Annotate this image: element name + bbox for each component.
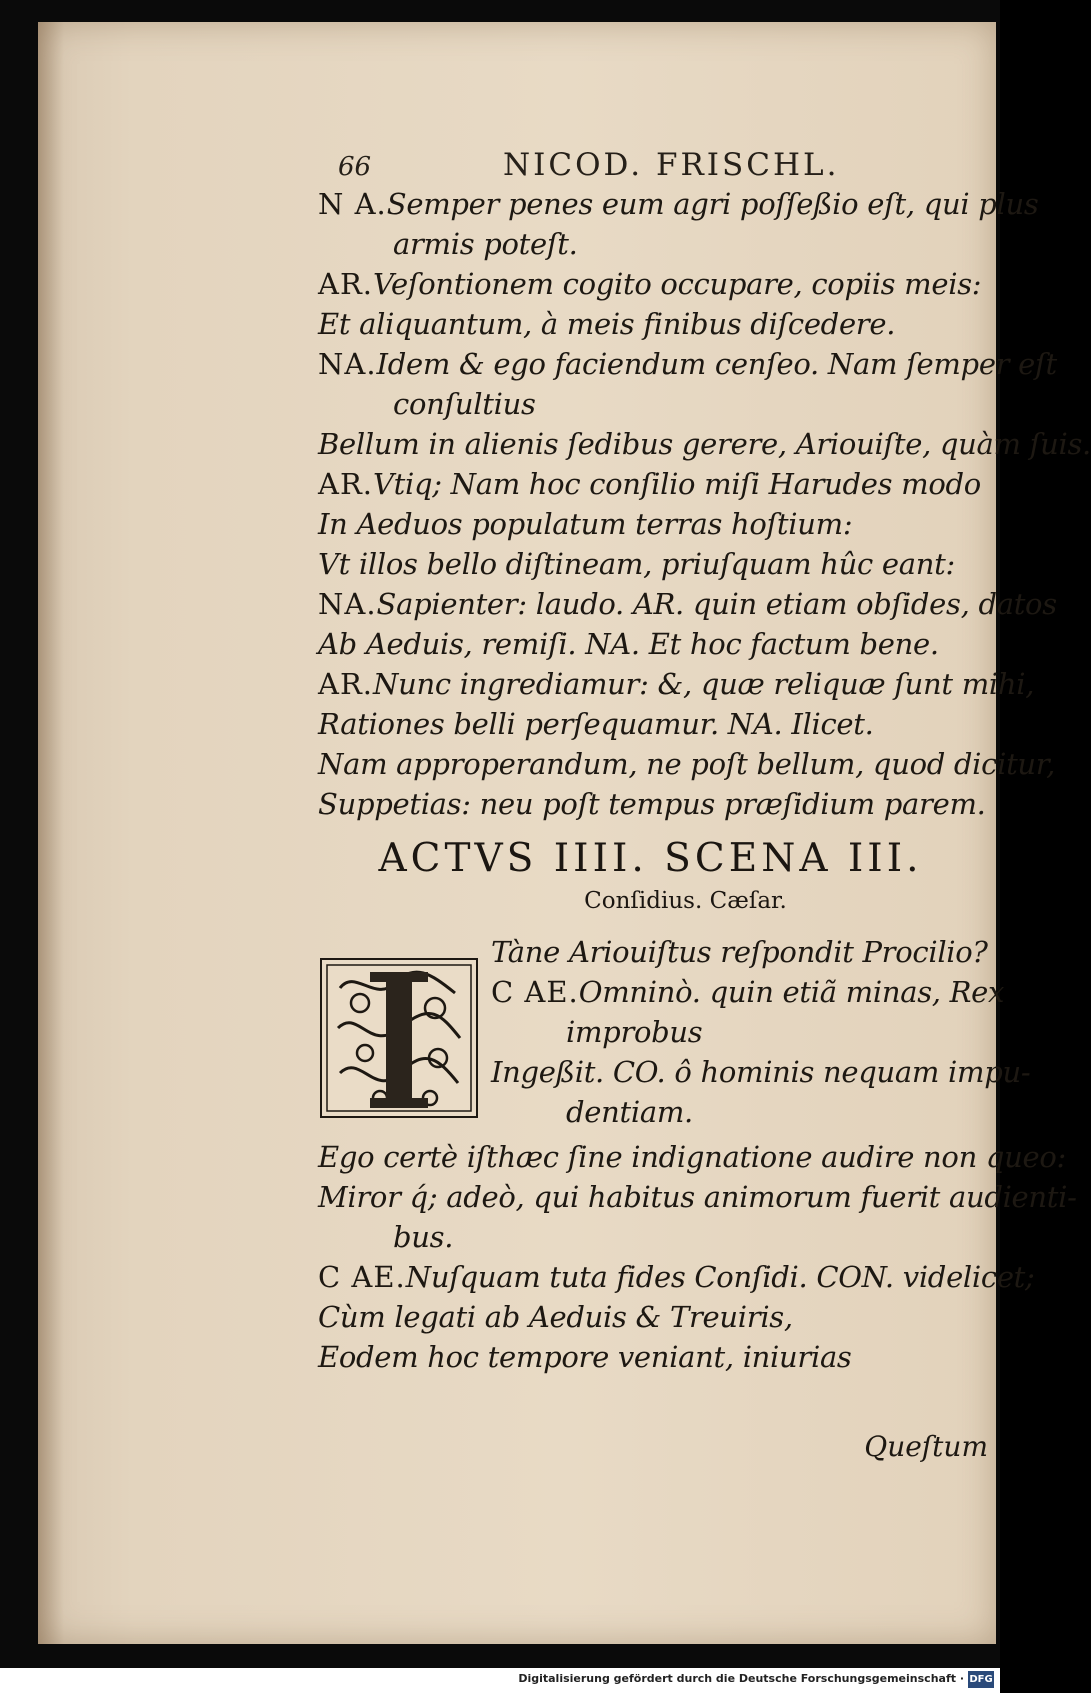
verse-text: Idem & ego faciendum cenſeo. Nam ſemper eſt bbox=[376, 347, 1057, 381]
running-head bbox=[338, 142, 936, 182]
verse-line bbox=[318, 504, 983, 544]
speaker-label: AR. bbox=[318, 667, 373, 701]
verse-line bbox=[318, 584, 1057, 624]
verse-text: In Aeduos populatum terras hoſtium: bbox=[318, 507, 853, 541]
verse-text: Bellum in alienis ſedibus gerere, Ariouiſte, quàm ſuis. bbox=[318, 427, 1091, 461]
verse-line bbox=[318, 744, 1056, 784]
verse-group-bottom bbox=[318, 1137, 1077, 1377]
verse-text: Miror q́; adeò, qui habitus animorum fuerit audienti- bbox=[318, 1180, 1077, 1214]
verse-line bbox=[318, 704, 983, 744]
verse-text: Cùm legati ab Aeduis & Treuiris, bbox=[318, 1300, 793, 1334]
verse-line bbox=[318, 264, 983, 304]
verse-group-top bbox=[318, 184, 1091, 824]
verse-line bbox=[491, 932, 1030, 972]
verse-text: Omninò. quin etiã minas, Rex bbox=[578, 975, 1005, 1009]
speaker-label: C AE. bbox=[491, 975, 579, 1009]
speaker-label: NA. bbox=[318, 587, 377, 621]
speaker-label: N A. bbox=[318, 187, 387, 221]
running-title: NICOD. FRISCHL. bbox=[503, 147, 840, 183]
speaker-label: C AE. bbox=[318, 1260, 406, 1294]
verse-line bbox=[318, 304, 983, 344]
verse-line bbox=[318, 1137, 1067, 1177]
verse-line bbox=[318, 1217, 983, 1257]
ornate-initial-icon bbox=[320, 958, 478, 1118]
verse-line bbox=[318, 544, 983, 584]
verse-line bbox=[491, 972, 1030, 1012]
verse-text: Vt illos bello diſtineam, priuſquam hûc eant: bbox=[318, 547, 955, 581]
footer-bar bbox=[0, 1668, 1000, 1693]
verse-text: Et aliquantum, à meis finibus diſcedere. bbox=[318, 307, 896, 341]
verse-text: Ego certè iſthæc ſine indignatione audire non queo: bbox=[318, 1140, 1067, 1174]
verse-text: improbus bbox=[566, 1015, 703, 1049]
verse-text: Sapienter: laudo. AR. quin etiam obſides, datos bbox=[376, 587, 1057, 621]
initial-paragraph bbox=[318, 932, 1031, 1137]
verse-text: Nuſquam tuta fides Conſidi. CON. videlicet; bbox=[405, 1260, 1035, 1294]
verse-line bbox=[318, 624, 983, 664]
speaker-label: AR. bbox=[318, 267, 373, 301]
verse-text: Veſontionem cogito occupare, copiis meis: bbox=[373, 267, 982, 301]
verse-line bbox=[318, 784, 986, 824]
verse-text: Ingeßit. CO. ô hominis nequam impu- bbox=[491, 1055, 1031, 1089]
verse-line bbox=[318, 424, 1091, 464]
verse-line bbox=[318, 384, 983, 424]
verse-text: Tàne Ariouiſtus reſpondit Procilio? bbox=[491, 935, 988, 969]
verse-line bbox=[318, 664, 1035, 704]
verse-text: Rationes belli perſequamur. NA. Ilicet. bbox=[318, 707, 874, 741]
verse-text: dentiam. bbox=[566, 1095, 693, 1129]
verse-text: Nunc ingrediamur: &, quæ reliquæ ſunt mihi, bbox=[373, 667, 1035, 701]
verse-line bbox=[318, 344, 1057, 384]
scene-characters: Conſidius. Cæſar. bbox=[584, 888, 787, 914]
speaker-label: NA. bbox=[318, 347, 377, 381]
verse-line bbox=[318, 1177, 1077, 1217]
verse-text: bus. bbox=[393, 1220, 454, 1254]
speaker-label: AR. bbox=[318, 467, 373, 501]
verse-text: conſultius bbox=[393, 387, 536, 421]
book-page bbox=[38, 22, 1091, 1644]
verse-text: Ab Aeduis, remiſi. NA. Et hoc factum bene. bbox=[318, 627, 939, 661]
catchword: Queſtum bbox=[864, 1430, 988, 1463]
dfg-logo-icon: DFG bbox=[968, 1671, 994, 1688]
verse-line bbox=[491, 1092, 1030, 1132]
verse-line bbox=[491, 1012, 1030, 1052]
verse-line bbox=[318, 1257, 1035, 1297]
verse-line bbox=[318, 184, 1039, 224]
verse-text: armis poteſt. bbox=[393, 227, 578, 261]
verse-text: Nam approperandum, ne poſt bellum, quod dicitur, bbox=[318, 747, 1056, 781]
page-number: 66 bbox=[338, 152, 372, 182]
act-heading: ACTVS IIII. SCENA III. bbox=[378, 836, 923, 881]
verse-line bbox=[318, 1337, 983, 1377]
verse-text: Eodem hoc tempore veniant, iniurias bbox=[318, 1340, 852, 1374]
verse-text: Semper penes eum agri poſſeßio eſt, qui plus bbox=[386, 187, 1039, 221]
verse-line bbox=[318, 464, 983, 504]
verse-group-initial bbox=[491, 932, 1030, 1132]
verse-line bbox=[318, 224, 983, 264]
text-block bbox=[318, 184, 1091, 1377]
verse-text: Vtiq; Nam hoc conſilio miſi Harudes modo bbox=[373, 467, 981, 501]
verse-line bbox=[318, 1297, 983, 1337]
funding-notice: Digitalisierung gefördert durch die Deutsche Forschungsgemeinschaft · bbox=[518, 1672, 964, 1685]
verse-line bbox=[491, 1052, 1030, 1092]
verse-text: Suppetias: neu poſt tempus præſidium parem. bbox=[318, 787, 986, 821]
